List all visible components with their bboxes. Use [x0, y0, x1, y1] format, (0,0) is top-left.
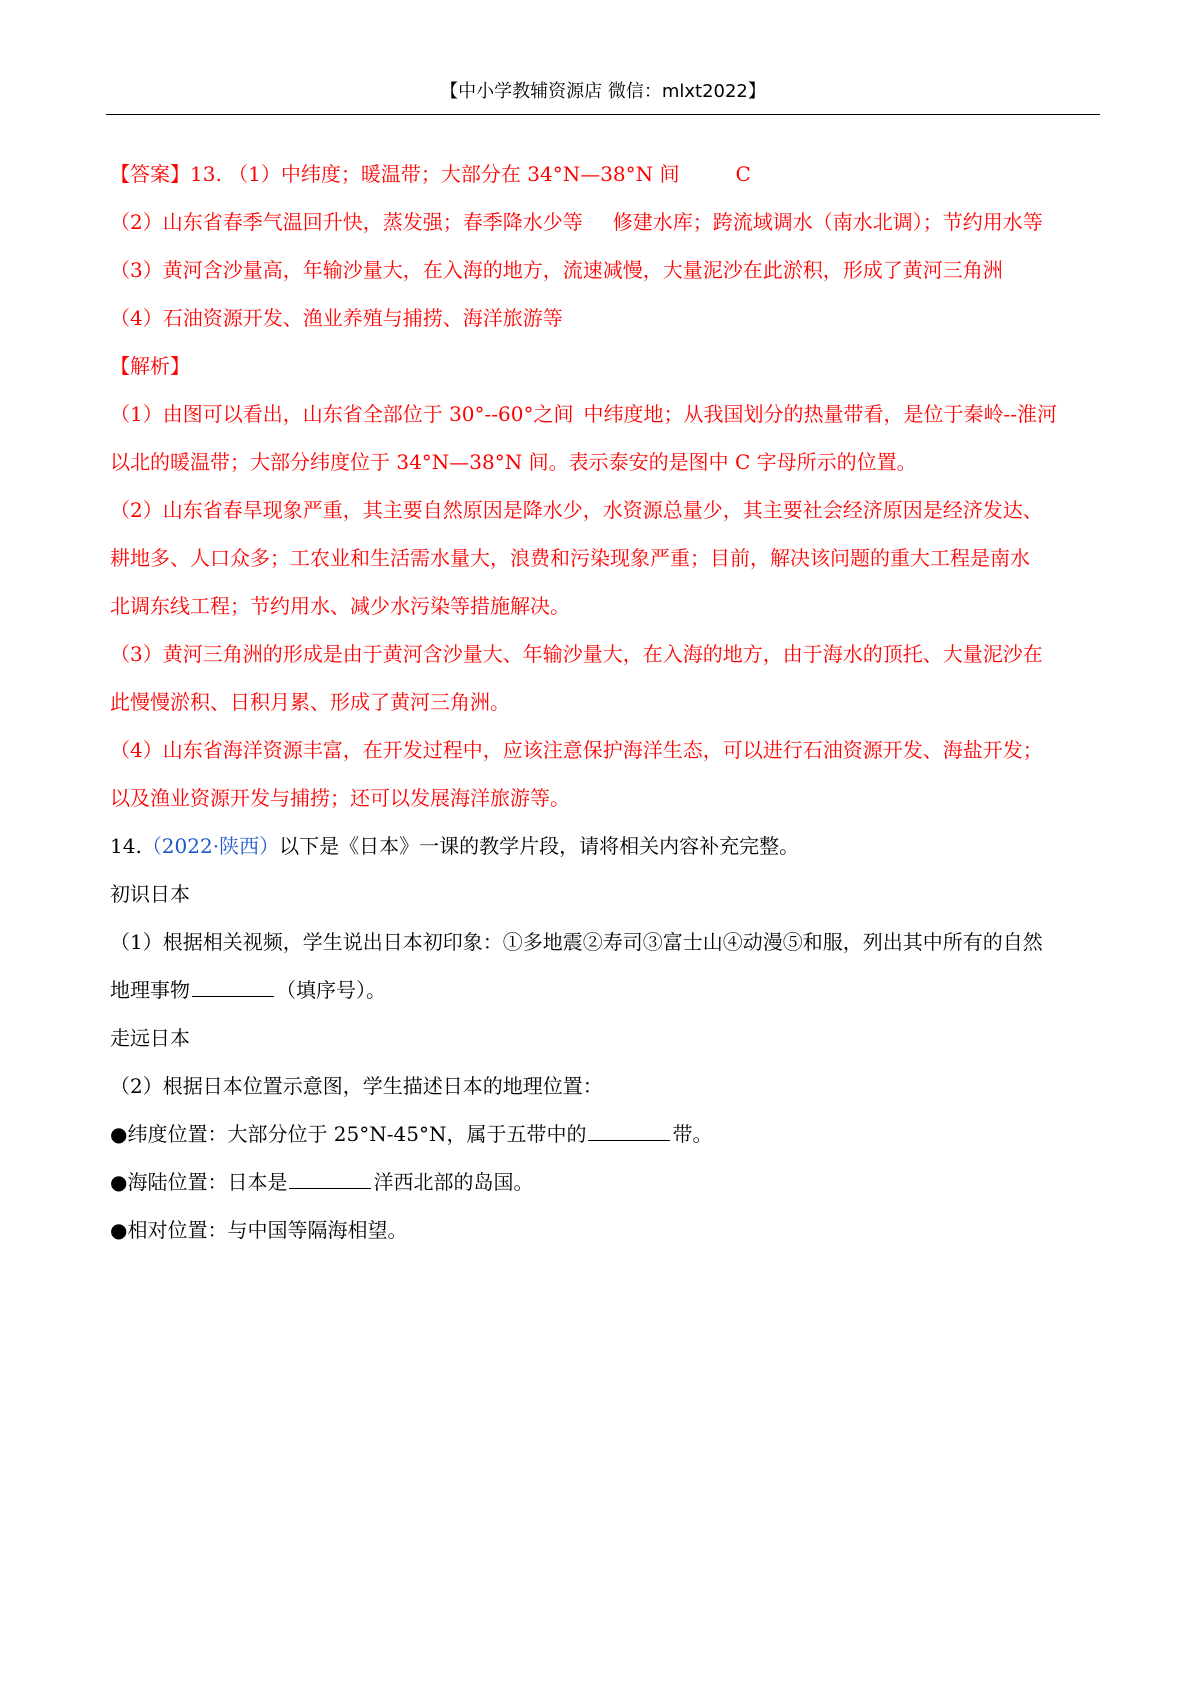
analysis-p4-line2: 以及渔业资源开发与捕捞；还可以发展海洋旅游等。: [110, 786, 570, 810]
analysis-p3-line1: （3）黄河三角洲的形成是由于黄河含沙量大、年输沙量大，在入海的地方，由于海水的顶托、大量泥沙在: [110, 642, 1043, 666]
analysis-p1b: 中纬度地；从我国划分的热量带看，是位于秦岭--淮河: [583, 402, 1058, 426]
page-content: [110, 150, 1100, 1254]
sea-land-suffix: 洋西北部的岛国。: [373, 1170, 534, 1194]
answer-line-2: [110, 198, 1100, 246]
q13-answer-2a: （2）山东省春季气温回升快，蒸发强；春季降水少等: [110, 210, 583, 234]
q14-number: 14.: [110, 834, 142, 858]
q13-answer-choice: C: [735, 162, 751, 186]
q14-intro: 以下是《日本》一课的教学片段，请将相关内容补充完整。: [279, 834, 800, 858]
q14-section-2: 走远日本: [110, 1026, 190, 1050]
q14-latitude: [110, 1110, 1100, 1158]
q14-sea-land: [110, 1158, 1100, 1206]
q14-sub1-suffix: （填序号）。: [276, 978, 386, 1002]
answer-line-4: （4）石油资源开发、渔业养殖与捕捞、海洋旅游等: [110, 306, 563, 330]
q14-sub2: （2）根据日本位置示意图，学生描述日本的地理位置：: [110, 1074, 603, 1098]
q14-section-1: 初识日本: [110, 882, 190, 906]
answer-line-1: [110, 150, 1100, 198]
q14-sub1-line1: （1）根据相关视频，学生说出日本初印象：①多地震②寿司③富士山④动漫⑤和服，列出其中所有的自然: [110, 930, 1043, 954]
latitude-suffix: 带。: [672, 1122, 713, 1146]
page-header: 【中小学教辅资源店 微信：mlxt2022】: [440, 81, 766, 102]
q13-answer-2b: 修建水库；跨流域调水（南水北调）；节约用水等: [612, 210, 1043, 234]
analysis-p2-line1: （2）山东省春旱现象严重，其主要自然原因是降水少，水资源总量少，其主要社会经济原因是经济发达、: [110, 498, 1043, 522]
analysis-p1-line2: 以北的暖温带；大部分纬度位于 34°N—38°N 间。表示泰安的是图中 C 字母所示的位置。: [110, 450, 917, 474]
q14-source: （2022·陕西）: [141, 834, 280, 858]
analysis-p4-line1: （4）山东省海洋资源丰富，在开发过程中，应该注意保护海洋生态，可以进行石油资源开发、海盐开发；: [110, 738, 1043, 762]
answer-line-3: （3）黄河含沙量高，年输沙量大，在入海的地方，流速减慢，大量泥沙在此淤积，形成了黄河三角洲: [110, 258, 1003, 282]
analysis-p2-line2: 耕地多、人口众多；工农业和生活需水量大，浪费和污染现象严重；目前，解决该问题的重大工程是南水: [110, 546, 1030, 570]
answer-blank-2: [588, 1122, 670, 1141]
q14-relative: ●相对位置：与中国等隔海相望。: [110, 1218, 408, 1242]
analysis-label: 【解析】: [110, 354, 190, 378]
answer-blank-1: [192, 978, 274, 997]
analysis-p2-line3: 北调东线工程；节约用水、减少水污染等措施解决。: [110, 594, 570, 618]
q14-title: [110, 822, 1100, 870]
analysis-p3-line2: 此慢慢淤积、日积月累、形成了黄河三角洲。: [110, 690, 510, 714]
answer-label: 【答案】: [110, 162, 190, 186]
q14-sub1-line2: [110, 966, 1100, 1014]
analysis-p1-line1: [110, 390, 1100, 438]
sea-land-text: ●海陆位置：日本是: [110, 1170, 288, 1194]
q14-sub1-text: 地理事物: [110, 978, 190, 1002]
header-divider: [106, 114, 1100, 115]
answer-blank-3: [289, 1170, 371, 1189]
analysis-p1a: （1）由图可以看出，山东省全部位于 30°--60°之间: [110, 402, 574, 426]
latitude-text: ●纬度位置：大部分位于 25°N-45°N，属于五带中的: [110, 1122, 587, 1146]
q13-answer-1: 13. （1）中纬度；暖温带；大部分在 34°N—38°N 间: [190, 162, 680, 186]
